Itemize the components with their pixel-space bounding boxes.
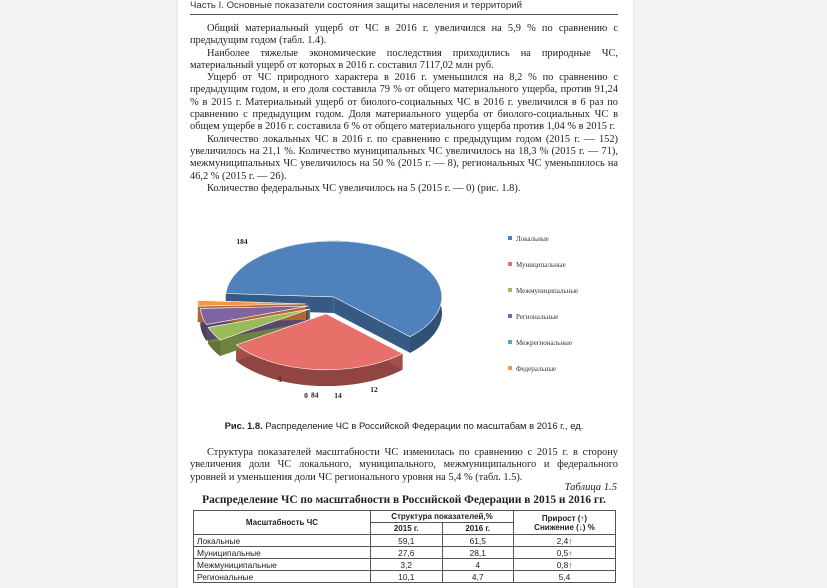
paragraph-4: Количество локальных ЧС в 2016 г. по сравнению с предыдущим годом (2015 г. — 152) увеличилось на 21,1 %. Количество муниципальных ЧС увеличилось на 18,3 % (2015 г. — 71), межмуниципальных ЧС увеличилось на 50 % (2015 г. — 8), региональных ЧС уменьшилось на 46,2 % (2015 г. — 26). <box>190 133 618 182</box>
row-name: Межмуниципальные <box>194 559 371 571</box>
paragraph-1: Общий материальный ущерб от ЧС в 2016 г. увеличился на 5,9 % по сравнению с предыдущим годом (табл. 1.4). <box>190 23 618 47</box>
row-change-value: 2,4 <box>556 535 569 546</box>
pie-chart <box>190 222 620 412</box>
header-rule <box>190 14 618 15</box>
table-row <box>194 547 616 559</box>
legend-swatch-1 <box>508 262 512 266</box>
row-change <box>514 559 616 571</box>
legend-label-3: Региональные <box>516 313 559 321</box>
paragraph-after: Структура показателей масштабности ЧС изменилась по сравнению с 2015 г. в сторону увеличения доли ЧС локального, муниципального, межмуниципального и федерального уровней и уменьшения доли ЧС регионального уровня на 5,4 % (табл. 1.5). <box>190 447 618 483</box>
scale-table <box>193 510 616 583</box>
data-label-3: 14 <box>334 391 342 400</box>
caption-text: Распределение ЧС в Российской Федерации по масштабам в 2016 г., ед. <box>262 420 584 431</box>
row-name: Региональные <box>194 571 371 583</box>
row-change-value: 0,8 <box>556 559 569 570</box>
table-row <box>194 559 616 571</box>
arrow-up-icon: ↑ <box>568 535 573 546</box>
row-name: Муниципальные <box>194 547 371 559</box>
row-change <box>514 547 616 559</box>
paragraph-3: Ущерб от ЧС природного характера в 2016 г. уменьшился на 8,2 % по сравнению с предыдущим годом, и его доля составила 79 % от общего материального ущерба, против 91,24 % в 2015 г. Материальный ущерб от биолого-социальных ЧС в 2016 г. увеличился в 6 раз по сравнению с предыдущим годом. Доля материального ущерба от биолого-социальных ЧС в общем ущербе в 2016 г. составила 6 % от общего материального ущерба против 1,04 % в 2015 г. <box>190 72 618 133</box>
legend-label-4: Межрегиональные <box>516 339 572 347</box>
row-2015: 10,1 <box>371 571 443 583</box>
figure-caption <box>190 420 618 431</box>
row-change <box>514 571 616 583</box>
row-2015: 3,2 <box>371 559 443 571</box>
row-2016: 28,1 <box>442 547 514 559</box>
table-row <box>194 571 616 583</box>
header-change <box>514 511 616 535</box>
row-2016: 61,5 <box>442 535 514 547</box>
legend-swatch-5 <box>508 366 512 370</box>
paragraph-2: Наиболее тяжелые экономические последствия приходились на природные ЧС, материальный ущерб от которых в 2016 г. составил 7117,02 млн руб. <box>190 47 618 71</box>
legend-swatch-0 <box>508 236 512 240</box>
running-header: Часть I. Основные показатели состояния защиты населения и территорий <box>190 0 522 11</box>
data-label-1: 84 <box>310 390 319 400</box>
row-change-value: 0,5 <box>556 547 569 558</box>
body-text-after <box>190 447 618 484</box>
header-2016: 2016 г. <box>442 523 514 535</box>
data-label-2: 12 <box>370 385 378 394</box>
legend-swatch-4 <box>508 340 512 344</box>
legend-label-1: Муниципальные <box>516 261 566 269</box>
arrow-up-icon: ↑ <box>568 547 573 558</box>
data-label-0: 184 <box>236 237 248 246</box>
header-change-line1: Прирост (↑) <box>541 513 588 523</box>
data-label-5: 5 <box>278 375 282 384</box>
table-row <box>194 535 616 547</box>
header-2015: 2015 г. <box>371 523 443 535</box>
body-text <box>190 23 618 195</box>
data-label-4: 0 <box>304 391 308 400</box>
header-structure: Структура показателей,% <box>371 511 514 523</box>
legend-swatch-2 <box>508 288 512 292</box>
header-change-line2: Снижение (↓) % <box>534 522 595 532</box>
row-2016: 4,7 <box>442 571 514 583</box>
caption-label: Рис. 1.8. <box>224 420 263 431</box>
row-2015: 59,1 <box>371 535 443 547</box>
header-scale: Масштабность ЧС <box>194 511 371 535</box>
row-name: Локальные <box>194 535 371 547</box>
row-2016: 4 <box>442 559 514 571</box>
paragraph-5: Количество федеральных ЧС увеличилось на 5 (2015 г. — 0) (рис. 1.8). <box>207 182 521 194</box>
legend-label-2: Межмуниципальные <box>516 287 579 295</box>
row-change <box>514 535 616 547</box>
legend-label-0: Локальные <box>516 235 549 243</box>
row-2015: 27,6 <box>371 547 443 559</box>
row-change-value: 5,4 <box>558 571 571 582</box>
arrow-up-icon: ↑ <box>568 559 573 570</box>
legend-swatch-3 <box>508 314 512 318</box>
table-number: Таблица 1.5 <box>564 482 617 493</box>
legend-label-5: Федеральные <box>516 365 557 373</box>
table-title: Распределение ЧС по масштабности в Российской Федерации в 2015 и 2016 гг. <box>202 494 606 506</box>
